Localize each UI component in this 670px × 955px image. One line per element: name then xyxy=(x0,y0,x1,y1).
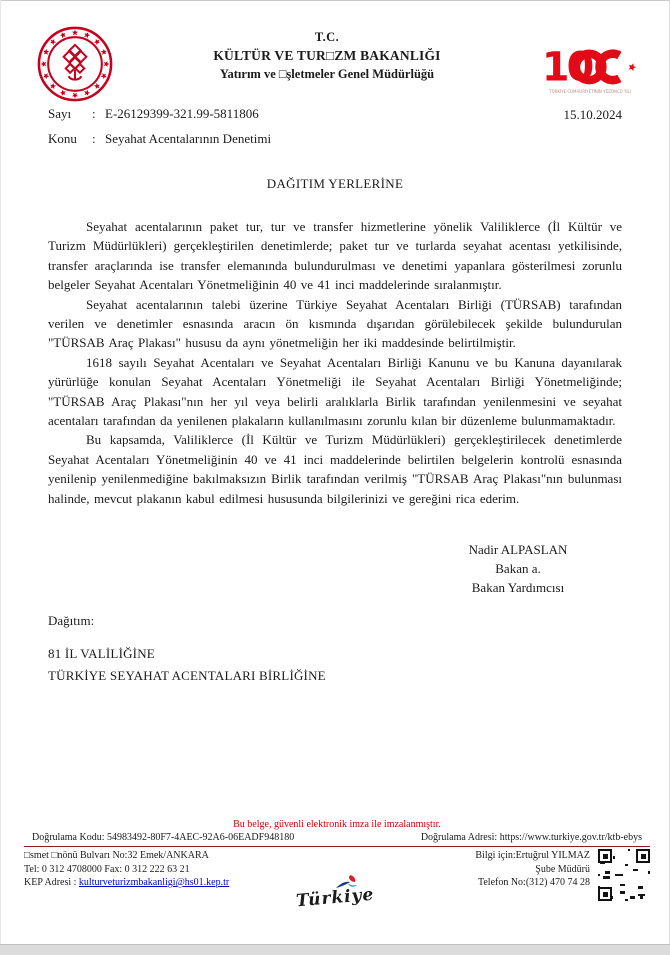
tc-title: T.C. xyxy=(314,30,340,44)
contact-phone: Telefon No:(312) 470 74 28 xyxy=(477,877,590,888)
signatory-capacity: Bakan a. xyxy=(495,560,541,576)
phone-fax-line: Tel: 0 312 4708000 Fax: 0 312 222 63 21 xyxy=(24,863,190,875)
verification-address-label: Doğrulama Adresi: xyxy=(420,832,498,843)
body-paragraph: 1618 sayılı Seyahat Acentaları ve Seyahat Acentaları Birliği Kanunu ve bu Kanuna dayanılarak yürürlüğe konulan Seyahat Acentaları Yönetmeliği ile Seyahat Acentaları Birliği Yönetmeliğinde; "TÜRSAB Araç Plakası"nın her yıl veya belirli aralıklarla Birlik tarafından yenilenmesini ve seyahat acentaları tarafından da yenilenen plakaların kullanılmasını zorunlu kılan bir düzenleme bulunmamaktadır. xyxy=(48,354,622,429)
letter-body xyxy=(48,217,622,508)
sayi-value: E-26129399-321.99-5811806 xyxy=(105,106,259,121)
verification-address-value: https://www.turkiye.gov.tr/ktb-ebys xyxy=(499,832,642,843)
kep-label: KEP Adresi : xyxy=(24,877,77,888)
esign-notice: Bu belge, güvenli elektronik imza ile imzalanmıştır. xyxy=(233,819,441,830)
body-paragraph: Bu kapsamda, Valiliklerce (İl Kültür ve Turizm Müdürlükleri) gerçekleştirilecek denetimlerde Seyahat Acentaları Yönetmeliğinin 40 ve 41 inci maddelerinde belirtilen belgelerin kontrolü esnasında yenilenip yenilenmediğine bakılmaksızın Birlik tarafından verilmiş "TÜRSAB Araç Plakası"nın bulunması halinde, mevcut plakanın kabul edilmesi hususunda bilgilerinizi ve gereğini rica ederim. xyxy=(48,432,622,506)
body-paragraph: Seyahat acentalarının paket tur, tur ve transfer hizmetlerine yönelik Valiliklerce (İl Kültür ve Turizm Müdürlükleri) gerçekleştirilen denetimlerde; paket tur ve turlarda seyahat acentası yetkilisinde, transfer araçlarında ise transfer elemanında bulundurulması ve denetimi yapanlara gösterilmesi zorunlu belgeler Seyahat Acentaları Yönetmeliğinin 40 ve 41 inci maddelerinde sıralanmıştır. xyxy=(48,219,622,293)
signatory-title: Bakan Yardımcısı xyxy=(471,579,565,595)
sayi-row xyxy=(48,106,622,122)
scan-edge-top xyxy=(0,0,670,1)
verification-row xyxy=(24,832,650,847)
konu-label: Konu xyxy=(48,131,77,146)
contact-title: Şube Müdürü xyxy=(535,863,590,875)
letterhead-titles xyxy=(114,22,540,82)
verification-code-label: Doğrulama Kodu: xyxy=(32,832,105,843)
turkiye-brand-text: Türkiye xyxy=(295,884,375,912)
address-line: □smet □nönü Bulvarı No:32 Emek/ANKARA xyxy=(24,850,209,861)
konu-row xyxy=(48,131,622,147)
verification-code-value: 54983492-80F7-4AEC-92A6-06EADF948180 xyxy=(107,832,295,843)
distribution-label: Dağıtım: xyxy=(48,613,95,628)
body-paragraph: Seyahat acentalarının talebi üzerine Türkiye Seyahat Acentaları Birliği (TÜRSAB) tarafından verilen ve denetimler esnasında aracın ön kısmında dışarıdan görülebilecek şekilde bulundurulan "TÜRSAB Araç Plakası" hususu da aynı yönetmeliğin her iki maddesinde belirtilmiştir. xyxy=(48,296,622,351)
centennial-logo-icon xyxy=(540,40,644,99)
konu-value: Seyahat Acentalarının Denetimi xyxy=(105,131,272,146)
konu-separator: : xyxy=(92,131,96,146)
ministry-emblem-icon xyxy=(36,22,114,106)
signature-block xyxy=(412,541,624,597)
signatory-name: Nadir ALPASLAN xyxy=(468,542,568,557)
distribution-item: 81 İL VALİLİĞİNE xyxy=(48,646,155,661)
distribution-item: TÜRKİYE SEYAHAT ACENTALARI BİRLİĞİNE xyxy=(48,668,326,683)
recipient-line: DAĞITIM YERLERİNE xyxy=(266,176,404,191)
scan-edge-left xyxy=(0,0,1,955)
scan-edge-bottom xyxy=(0,944,670,955)
kep-address-link[interactable]: kulturveturizmbakanligi@hs01.kep.tr xyxy=(78,877,230,888)
reference-block xyxy=(48,106,622,156)
turkiye-brand-logo xyxy=(0,876,670,912)
centennial-subtext: TÜRKİYE CUMHURİYETİNİN YÜZÜNCÜ YILI xyxy=(549,88,631,94)
verification-address xyxy=(421,832,642,843)
verification-code xyxy=(32,832,294,843)
ministry-title: KÜLTÜR VE TUR□ZM BAKANLIĞI xyxy=(213,48,441,63)
contact-person: Bilgi için:Ertuğrul YILMAZ xyxy=(475,850,590,861)
centennial-number: 10 xyxy=(541,44,592,91)
distribution-block xyxy=(48,613,326,689)
sayi-separator: : xyxy=(92,106,96,121)
directorate-subtitle: Yatırım ve □şletmeler Genel Müdürlüğü xyxy=(219,67,435,81)
qr-finder-icon xyxy=(636,849,650,863)
sayi-label: Sayı xyxy=(48,106,72,121)
qr-finder-icon xyxy=(598,849,612,863)
document-date: 15.10.2024 xyxy=(563,107,622,122)
letterhead xyxy=(36,22,644,106)
